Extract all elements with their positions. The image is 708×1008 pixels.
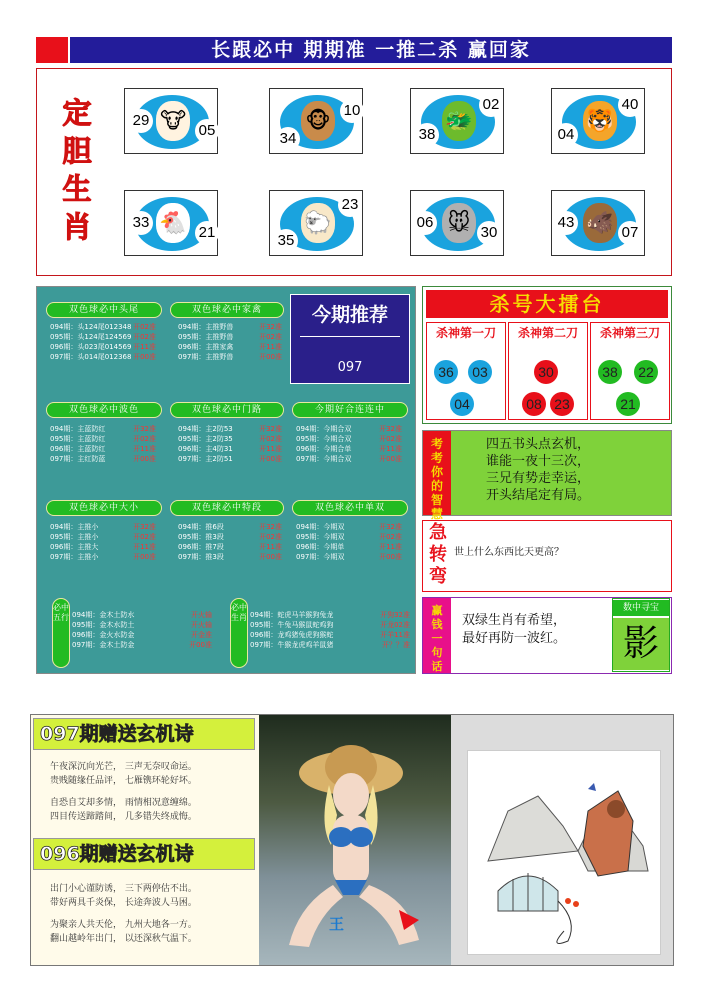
result-value: 开32准 [259,425,282,433]
section-rows [50,322,156,362]
result-value: 开火输 [191,621,212,629]
poem-097-lines [50,760,197,824]
ying-label-text: 赢钱一句话 [431,604,443,673]
result-row [50,434,156,444]
knife-label: 杀神第二刀 [517,326,578,340]
zodiac-title-char: 胆 [62,134,92,168]
result-label: 095期：今期双 [296,533,345,541]
result-value: 开狗32准 [380,611,410,619]
section-title: 双色球必中单双 [292,500,408,516]
card-number: 04 [554,123,578,147]
result-row [178,444,282,454]
result-label: 094期：蛇虎马羊猴狗兔龙 [250,611,334,619]
kill-number-ball: 23 [550,392,574,416]
monkey-icon: 🐵 [301,101,335,141]
result-row [72,610,212,620]
zodiac-card [269,88,363,154]
kao-label-text: 考考你的智慧 [430,437,443,521]
result-label: 097期：金木土防金 [72,641,135,649]
result-row [178,342,282,352]
result-label: 097期：今期合双 [296,455,352,463]
result-row [250,610,410,620]
result-value: 开11准 [133,445,156,453]
sha-title: 杀号大擂台 [426,290,668,318]
result-value: 开00准 [379,455,402,463]
result-label: 097期：主红防蓝 [50,455,106,463]
result-row [72,620,212,630]
zodiac-title [60,94,94,246]
rat-icon: 🐭 [442,203,476,243]
result-row [178,434,282,444]
result-label: 094期：主蓝防红 [50,425,106,433]
poem-line: 贵贱随缘任品评， 七雁镌环轮好坏。 [50,776,197,786]
zodiac-card [551,88,645,154]
result-label: 096期：金火水防金 [72,631,135,639]
beach-photo [259,715,451,965]
poem-line: 自恐自艾却多情， 雨情相况意缠绵。 [50,798,197,808]
section-rows [296,522,402,562]
ying-text [462,612,566,648]
result-label: 096期：主蓝防红 [50,445,106,453]
result-value: 开00准 [189,641,212,649]
result-value: 开龙02准 [380,621,410,629]
result-row [50,322,156,332]
result-value: 开32准 [133,523,156,531]
kill-number-ball: 03 [468,360,492,384]
result-value: 开02准 [133,435,156,443]
result-label: 097期：主推小 [50,553,99,561]
result-value: 开11准 [259,543,282,551]
card-number: 43 [554,211,578,235]
result-row [296,552,402,562]
result-value: 开00准 [133,553,156,561]
result-label: 095期：今期合双 [296,435,352,443]
kao-label [423,431,451,521]
result-value: 开32准 [259,323,282,331]
ji-label-text: 急转弯 [429,522,447,587]
zodiac-card [124,190,218,256]
kill-number-ball: 22 [634,360,658,384]
section-title: 今期好合连连中 [292,402,408,418]
result-label: 094期：金木土防水 [72,611,135,619]
card-number: 10 [340,99,364,123]
result-row [178,424,282,434]
result-row [296,424,402,434]
result-label: 096期：主4防31 [178,445,233,453]
result-label: 097期：今期双 [296,553,345,561]
ox-icon: 🐮 [156,101,190,141]
zodiac-title-char: 肖 [62,210,92,244]
photo-illustration [259,715,451,965]
result-label: 097期：主推野兽 [178,353,234,361]
result-row [250,640,410,650]
result-row [178,542,282,552]
section-title: 双色球必中特段 [170,500,284,516]
result-label: 097期：头014尾012368 [50,353,132,361]
section-rows [178,522,282,562]
result-row [50,454,156,464]
card-number: 02 [479,93,503,117]
result-row [250,620,410,630]
result-label: 096期：今期单 [296,543,345,551]
result-value: 开火输 [191,611,212,619]
result-value: 开02准 [259,333,282,341]
poem-096-title: 096期赠送玄机诗 [33,838,255,870]
kao-poem [486,436,590,504]
section-rows [178,322,282,362]
result-label: 097期：推3段 [178,553,224,561]
result-value: 开32准 [379,425,402,433]
tuijian-divider [300,336,400,337]
result-row [178,454,282,464]
ying-label [423,598,451,673]
result-value: 开羊11准 [380,631,410,639]
card-number: 07 [618,221,642,245]
result-value: 开11准 [379,543,402,551]
knife-label: 杀神第三刀 [599,326,660,340]
result-label: 096期：主推家禽 [178,343,234,351]
ying-line: 最好再防一波红。 [462,631,567,646]
result-label: 096期：推7段 [178,543,224,551]
result-value: 开02准 [379,435,402,443]
result-label: 095期：主2防35 [178,435,233,443]
result-value: 开32准 [379,523,402,531]
header-title: 长跟必中 期期准 一推二杀 赢回家 [70,37,672,63]
result-value: 开02准 [133,533,156,541]
vertical-label: 必中五行 [52,598,70,668]
card-number: 30 [477,221,501,245]
result-row [296,522,402,532]
section-title: 双色球必中大小 [46,500,162,516]
card-number: 35 [274,229,298,253]
result-label: 095期：推3段 [178,533,224,541]
xunbao-char: 影 [613,618,669,670]
result-row [178,332,282,342]
sheep-icon: 🐑 [301,203,335,243]
rooster-icon: 🐔 [156,203,190,243]
tuijian-title: 今期推荐 [311,304,388,326]
svg-text:王: 王 [329,915,345,933]
result-value: 开00准 [133,353,156,361]
result-row [50,552,156,562]
result-row [178,322,282,332]
kill-number-ball: 30 [534,360,558,384]
result-value: 开11准 [259,445,282,453]
zodiac-card [124,88,218,154]
result-label: 096期：龙鸡猪兔虎狗猴蛇 [250,631,334,639]
result-row [178,352,282,362]
zodiac-card [269,190,363,256]
result-value: 开32准 [133,425,156,433]
card-number: 05 [195,119,219,143]
result-label: 094期：今期合双 [296,425,352,433]
card-number: 40 [618,93,642,117]
result-label: 094期：主推野兽 [178,323,234,331]
section-rows [250,610,410,650]
poem-line [50,910,197,918]
zodiac-card [551,190,645,256]
result-row [50,444,156,454]
poem-line: 四目传送蹄踏间， 几多错失终成悔。 [50,812,197,822]
kao-line: 三兄有势走幸运， [486,471,591,486]
kill-number-ball: 36 [434,360,458,384]
card-number: 29 [129,109,153,133]
result-row [50,532,156,542]
poem-line: 午夜深沉向光芒， 三声无奈叹命运。 [50,762,197,772]
result-value: 开02准 [379,533,402,541]
result-row [178,522,282,532]
vertical-label: 必中生肖 [230,598,248,668]
result-label: 094期：头124尾012348 [50,323,132,331]
result-value: 开11准 [379,445,402,453]
result-label: 096期：主推大 [50,543,99,551]
result-value: 开00准 [259,455,282,463]
section-rows [178,424,282,464]
section-title: 双色球必中波色 [46,402,162,418]
zodiac-card [410,190,504,256]
sketch-art [468,751,662,956]
section-title: 双色球必中头尾 [46,302,162,318]
result-row [250,630,410,640]
poem-line: 带好两具千炎保， 长途奔波人马困。 [50,898,197,908]
pig-icon: 🐗 [583,203,617,243]
result-label: 097期：牛猴龙虎鸡羊鼠猪 [250,641,334,649]
kao-line: 开头结尾定有局。 [486,488,591,503]
section-rows [50,522,156,562]
kill-number-ball: 38 [598,360,622,384]
result-label: 095期：主推野兽 [178,333,234,341]
tiger-icon: 🐯 [583,101,617,141]
result-value: 开02准 [133,333,156,341]
dragon-icon: 🐲 [442,101,476,141]
result-row [72,640,212,650]
section-title: 双色球必中家禽 [170,302,284,318]
ji-label [426,522,450,588]
result-label: 097期：主2防51 [178,455,233,463]
result-value: 开11准 [133,343,156,351]
result-label: 095期：主蓝防红 [50,435,106,443]
result-label: 094期：主推小 [50,523,99,531]
result-row [178,532,282,542]
poem-096-lines [50,882,197,946]
result-value: 开00准 [379,553,402,561]
zodiac-card [410,88,504,154]
result-label: 095期：金木水防土 [72,621,135,629]
knife-label: 杀神第一刀 [435,326,496,340]
zodiac-title-char: 生 [62,172,92,206]
result-row [50,342,156,352]
result-row [50,332,156,342]
card-number: 38 [415,123,439,147]
result-row [50,424,156,434]
result-row [50,522,156,532]
result-value: 开32准 [259,523,282,531]
result-label: 095期：头124尾124569 [50,333,132,341]
result-label: 096期：头023尾014569 [50,343,132,351]
ying-line: 双绿生肖有希望， [462,613,567,628]
kill-number-ball: 04 [450,392,474,416]
poem-line: 为聚亲人共天伦， 九州大地各一方。 [50,920,197,930]
ji-question: 世上什么东西比天更高？ [454,547,564,558]
result-row [296,454,402,464]
result-value: 开金准 [191,631,212,639]
result-row [178,552,282,562]
result-label: 094期：推6段 [178,523,224,531]
result-value: 开02准 [133,323,156,331]
poem-line: 翻山越岭年出门， 以还深秋气温下。 [50,934,197,944]
result-row [296,434,402,444]
result-value: 开00准 [133,455,156,463]
result-value: 开00准 [259,553,282,561]
kill-number-ball: 21 [616,392,640,416]
result-row [296,444,402,454]
result-row [50,542,156,552]
section-rows [72,610,212,650]
result-value: 开02准 [259,533,282,541]
card-number: 06 [413,211,437,235]
result-label: 095期：牛兔马猴鼠蛇鸡狗 [250,621,334,629]
xunbao-title: 数中寻宝 [613,600,669,616]
card-number: 23 [338,193,362,217]
result-value: 开02准 [259,435,282,443]
result-value: 开11准 [259,343,282,351]
kao-line: 谁能一夜十三次， [486,454,591,469]
poem-line [50,788,197,796]
card-number: 33 [129,211,153,235]
result-row [296,532,402,542]
result-value: 开11准 [133,543,156,551]
result-value: 开？？准 [382,641,410,649]
tuijian-number: 097 [337,360,363,375]
section-rows [50,424,156,464]
result-row [50,352,156,362]
section-title: 双色球必中门路 [170,402,284,418]
poem-097-title: 097期赠送玄机诗 [33,718,255,750]
zodiac-title-char: 定 [62,96,92,130]
result-label: 095期：主推小 [50,533,99,541]
poem-line: 出门小心谨防诱， 三下两停估不出。 [50,884,197,894]
kao-line: 四五书头点玄机， [486,437,591,452]
result-row [296,542,402,552]
result-label: 094期：今期双 [296,523,345,531]
result-label: 096期：今期合单 [296,445,352,453]
section-rows [296,424,402,464]
result-label: 094期：主2防53 [178,425,233,433]
result-row [72,630,212,640]
card-number: 34 [276,127,300,151]
card-number: 21 [195,221,219,245]
result-value: 开00准 [259,353,282,361]
kill-number-ball: 08 [522,392,546,416]
header-red-block [36,37,68,63]
sketch-illustration [467,750,661,955]
